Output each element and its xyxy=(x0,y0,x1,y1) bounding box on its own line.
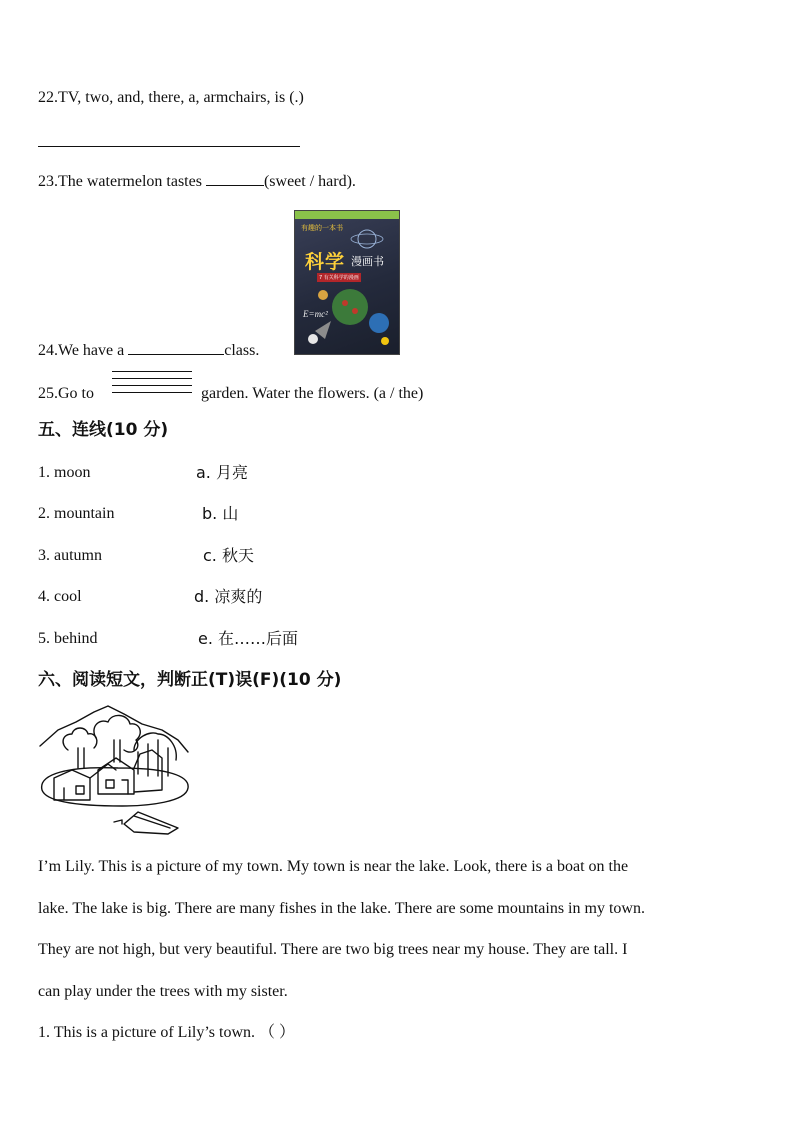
answer-line-22[interactable] xyxy=(38,146,300,147)
question-25-start: 25.Go to xyxy=(38,385,94,402)
book-title-suffix: 漫画书 xyxy=(351,255,384,268)
book-illustration-icon xyxy=(295,211,399,354)
question-22: 22.TV, two, and, there, a, armchairs, is (.) xyxy=(38,89,304,106)
match-right-2[interactable]: b. 山 xyxy=(202,504,239,523)
reading-passage xyxy=(38,846,758,1012)
answer-blank-24[interactable] xyxy=(128,340,224,355)
match-right-4[interactable]: d. 凉爽的 xyxy=(194,587,263,606)
question-23-options: (sweet / hard). xyxy=(263,173,356,190)
match-left-5[interactable]: 5. behind xyxy=(38,630,98,647)
passage-line-1: I’m Lily. This is a picture of my town. My town is near the lake. Look, there is a boat on the xyxy=(38,858,629,875)
passage-line-3: They are not high, but very beautiful. There are two big trees near my house. They are tall. I xyxy=(38,941,628,958)
question-23 xyxy=(38,171,356,192)
match-left-1[interactable]: 1. moon xyxy=(38,464,91,481)
book-formula: E=mc² xyxy=(303,309,328,319)
match-left-3[interactable]: 3. autumn xyxy=(38,547,102,564)
question-23-text: 23.The watermelon tastes xyxy=(38,173,206,190)
match-right-5[interactable]: e. 在……后面 xyxy=(198,629,299,648)
science-comic-book-cover xyxy=(294,210,400,355)
true-false-question-1[interactable]: 1. This is a picture of Lily’s town. （ ） xyxy=(38,1024,296,1041)
question-24-text: 24.We have a xyxy=(38,342,129,359)
book-brand: 有趣的一本书 xyxy=(301,224,343,232)
book-subtitle: 7 有关科学的漫画 xyxy=(319,275,359,281)
question-24-end: class. xyxy=(224,342,260,359)
match-right-3[interactable]: c. 秋天 xyxy=(203,546,254,565)
match-left-2[interactable]: 2. mountain xyxy=(38,505,115,522)
answer-blank-23[interactable] xyxy=(206,171,264,186)
passage-line-4: can play under the trees with my sister. xyxy=(38,982,288,1000)
section-5-heading: 五、连线(10 分) xyxy=(38,420,169,440)
question-24 xyxy=(38,340,259,361)
question-25-end: garden. Water the flowers. (a / the) xyxy=(201,385,424,402)
town-illustration-icon xyxy=(38,704,190,838)
match-left-4[interactable]: 4. cool xyxy=(38,588,82,605)
answer-blank-25[interactable] xyxy=(112,371,192,399)
passage-line-2: lake. The lake is big. There are many fishes in the lake. There are some mountains in my town. xyxy=(38,899,645,917)
book-title: 科学 xyxy=(305,251,346,273)
section-6-heading: 六、阅读短文，判断正(T)误(F)(10 分) xyxy=(38,670,342,690)
match-right-1[interactable]: a. 月亮 xyxy=(196,463,248,482)
